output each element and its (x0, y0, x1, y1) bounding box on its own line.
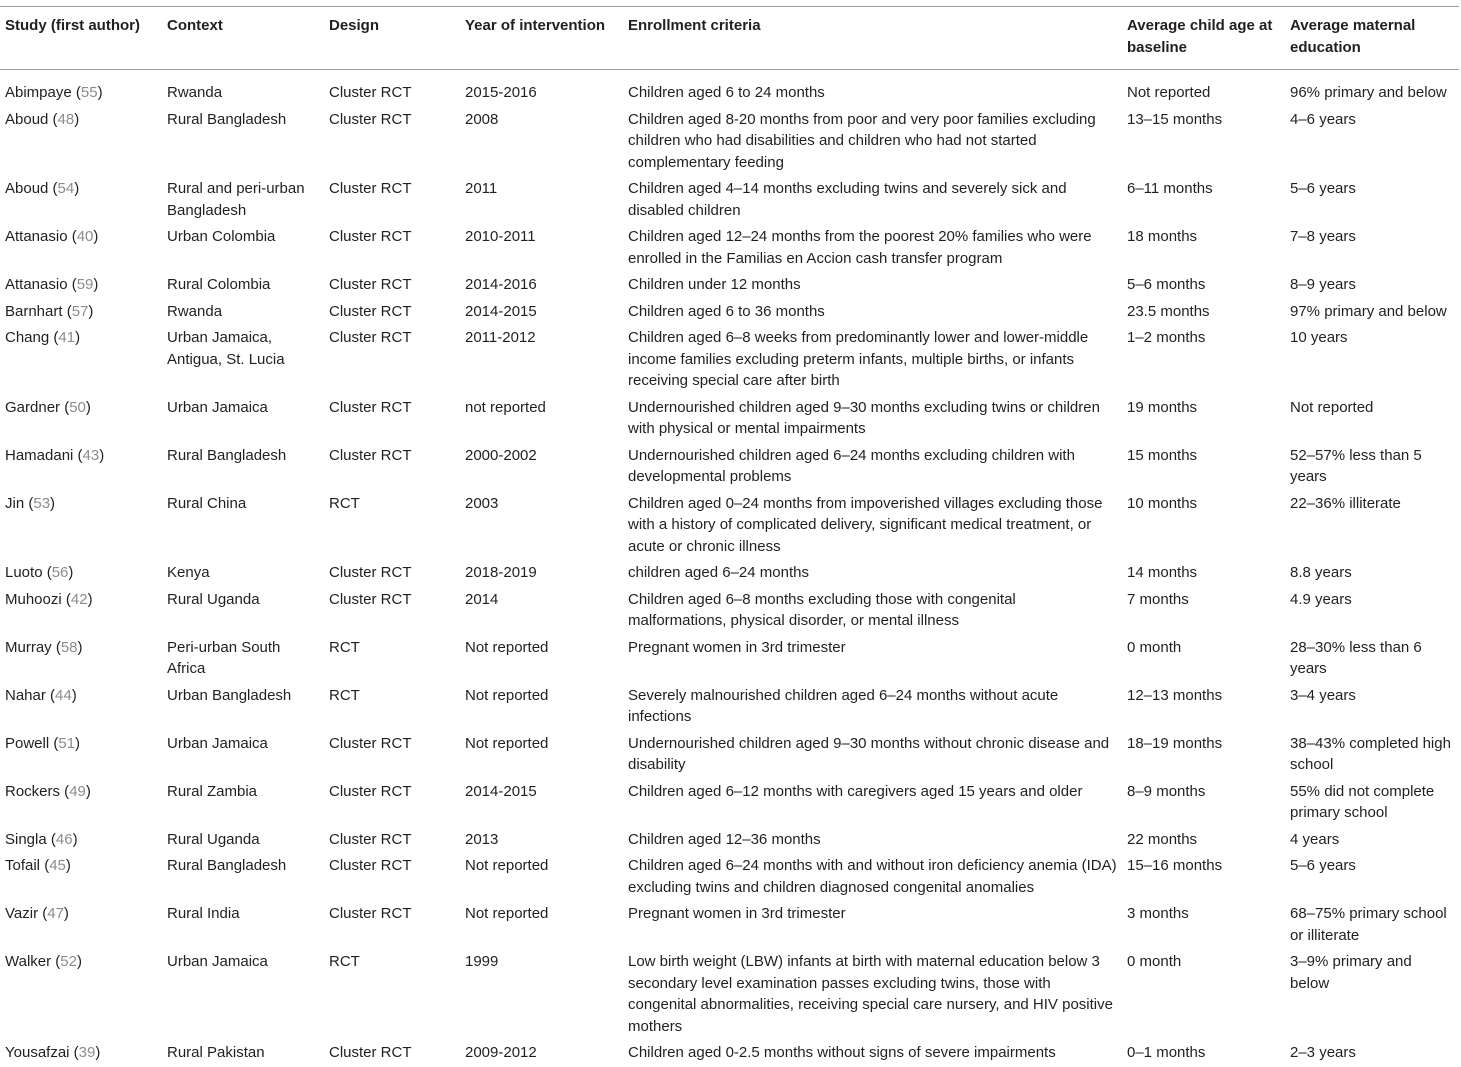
reference-link[interactable]: 46 (55, 830, 73, 848)
table-body (0, 70, 1459, 1067)
reference-link[interactable]: 44 (55, 686, 72, 704)
child-age-cell: 19 months (1127, 398, 1198, 416)
reference-link[interactable]: 56 (51, 564, 69, 581)
table-row (0, 1040, 1459, 1067)
maternal-education-cell: 22–36% illiterate (1290, 494, 1401, 512)
criteria-cell: Children aged 0–24 months from impoverished villages excluding those with a history of complicated delivery, significant medical treatment, or acute or chronic illness (628, 494, 1103, 555)
design-cell: Cluster RCT (329, 857, 412, 874)
design-cell: Cluster RCT (329, 110, 412, 128)
maternal-education-cell: 8–9 years (1290, 276, 1356, 293)
maternal-education-cell: 3–4 years (1290, 686, 1356, 704)
reference-link[interactable]: 45 (49, 857, 66, 874)
reference-link[interactable]: 58 (60, 638, 78, 656)
reference-link[interactable]: 43 (82, 446, 100, 464)
child-age-cell: 18–19 months (1127, 734, 1223, 752)
table-row (0, 443, 1459, 491)
criteria-cell: children aged 6–24 months (628, 564, 809, 581)
header-maternal-education: Average maternal education (1285, 7, 1459, 70)
design-cell: Cluster RCT (329, 398, 412, 416)
criteria-cell: Pregnant women in 3rd trimester (628, 905, 846, 922)
year-cell: not reported (465, 398, 546, 416)
design-cell: Cluster RCT (329, 564, 412, 581)
maternal-education-cell: 52–57% less than 5 years (1290, 446, 1422, 485)
design-cell: RCT (329, 638, 360, 656)
reference-link[interactable]: 51 (58, 734, 76, 752)
context-cell: Rural India (167, 905, 240, 922)
maternal-education-cell: 5–6 years (1290, 857, 1356, 874)
child-age-cell: 8–9 months (1127, 782, 1206, 800)
table-row (0, 827, 1459, 854)
context-cell: Rural Bangladesh (167, 857, 287, 874)
maternal-education-cell: 8.8 years (1290, 564, 1352, 581)
design-cell: Cluster RCT (329, 329, 412, 346)
author-name: Attanasio (5, 276, 68, 293)
context-cell: Urban Colombia (167, 228, 276, 245)
maternal-education-cell: 4.9 years (1290, 590, 1352, 608)
context-cell: Rural Bangladesh (167, 110, 287, 128)
study-cell: Luoto (56) (5, 564, 74, 581)
year-cell: 2000-2002 (465, 446, 537, 464)
maternal-education-cell: 4–6 years (1290, 110, 1356, 128)
header-study: Study (first author) (0, 7, 162, 70)
author-name: Attanasio (5, 228, 68, 245)
reference-link[interactable]: 59 (76, 276, 94, 293)
study-cell: Abimpaye (55) (5, 84, 103, 101)
study-cell: Attanasio (59) (5, 276, 99, 293)
year-cell: Not reported (465, 686, 549, 704)
reference-link[interactable]: 53 (33, 494, 51, 512)
study-cell: Chang (41) (5, 329, 81, 346)
child-age-cell: 5–6 months (1127, 276, 1206, 293)
criteria-cell: Severely malnourished children aged 6–24 months without acute infections (628, 686, 1059, 725)
table-row (0, 683, 1459, 731)
criteria-cell: Children aged 12–24 months from the poorest 20% families who were enrolled in the Familias en Accion cash transfer program (628, 228, 1092, 267)
criteria-cell: Undernourished children aged 9–30 months excluding twins or children with physical or mental impairments (628, 398, 1100, 437)
criteria-cell: Children aged 6 to 36 months (628, 302, 825, 320)
maternal-education-cell: 28–30% less than 6 years (1290, 638, 1422, 677)
child-age-cell: 0 month (1127, 953, 1182, 970)
child-age-cell: 10 months (1127, 494, 1198, 512)
author-name: Abimpaye (5, 84, 72, 101)
context-cell: Rural Pakistan (167, 1044, 265, 1061)
maternal-education-cell: 68–75% primary school or illiterate (1290, 905, 1447, 944)
author-name: Powell (5, 734, 50, 752)
year-cell: Not reported (465, 905, 549, 922)
table-row (0, 70, 1459, 107)
context-cell: Rural Uganda (167, 590, 260, 608)
criteria-cell: Undernourished children aged 6–24 months excluding children with developmental problems (628, 446, 1075, 485)
table-row (0, 299, 1459, 326)
criteria-cell: Pregnant women in 3rd trimester (628, 638, 846, 656)
author-name: Yousafzai (5, 1044, 70, 1061)
criteria-cell: Undernourished children aged 9–30 months without chronic disease and disability (628, 734, 1110, 773)
child-age-cell: 1–2 months (1127, 329, 1206, 346)
child-age-cell: 15 months (1127, 446, 1198, 464)
reference-link[interactable]: 50 (69, 398, 86, 416)
author-name: Aboud (5, 110, 49, 128)
year-cell: 2003 (465, 494, 499, 512)
studies-table (0, 6, 1459, 1067)
criteria-cell: Children under 12 months (628, 276, 801, 293)
context-cell: Peri-urban South Africa (167, 638, 281, 677)
maternal-education-cell: 55% did not complete primary school (1290, 782, 1435, 821)
author-name: Murray (5, 638, 52, 656)
year-cell: 2013 (465, 830, 499, 848)
design-cell: RCT (329, 686, 360, 704)
context-cell: Rural and peri-urban Bangladesh (167, 180, 305, 219)
author-name: Jin (5, 494, 25, 512)
context-cell: Rural Zambia (167, 782, 258, 800)
year-cell: 2010-2011 (465, 228, 536, 245)
child-age-cell: 22 months (1127, 830, 1198, 848)
study-cell: Vazir (47) (5, 905, 69, 922)
criteria-cell: Children aged 6–8 months excluding those with congenital malformations, physical disorder, or mental illness (628, 590, 1016, 629)
context-cell: Rural Uganda (167, 830, 260, 848)
reference-link[interactable]: 42 (70, 590, 88, 608)
table-row (0, 176, 1459, 224)
table-row (0, 901, 1459, 949)
design-cell: Cluster RCT (329, 84, 412, 101)
author-name: Barnhart (5, 302, 63, 320)
reference-link[interactable]: 54 (57, 180, 75, 197)
reference-link[interactable]: 40 (76, 228, 94, 245)
child-age-cell: 18 months (1127, 228, 1198, 245)
author-name: Hamadani (5, 446, 74, 464)
child-age-cell: 0–1 months (1127, 1044, 1206, 1061)
author-name: Aboud (5, 180, 49, 197)
child-age-cell: 13–15 months (1127, 110, 1223, 128)
criteria-cell: Children aged 6 to 24 months (628, 84, 825, 101)
criteria-cell: Children aged 6–24 months with and without iron deficiency anemia (IDA) excluding twins and children diagnosed congenital anomalies (628, 857, 1117, 896)
criteria-cell: Children aged 6–12 months with caregivers aged 15 years and older (628, 782, 1083, 800)
table-row (0, 491, 1459, 561)
maternal-education-cell: 10 years (1290, 329, 1348, 346)
maternal-education-cell: 3–9% primary and below (1290, 953, 1412, 992)
table-row (0, 395, 1459, 443)
year-cell: 2018-2019 (465, 564, 537, 581)
reference-link[interactable]: 55 (80, 84, 98, 101)
author-name: Muhoozi (5, 590, 62, 608)
year-cell: 2014-2016 (465, 276, 537, 293)
child-age-cell: 7 months (1127, 590, 1189, 608)
study-cell: Rockers (49) (5, 782, 91, 800)
child-age-cell: 15–16 months (1127, 857, 1223, 874)
criteria-cell: Children aged 0-2.5 months without signs of severe impairments (628, 1044, 1056, 1061)
criteria-cell: Low birth weight (LBW) infants at birth with maternal education below 3 secondary level examination passes excluding twins, those with congenital abnormalities, receiving special care nursery, and HIV positive mothers (628, 953, 1113, 1035)
study-cell: Attanasio (40) (5, 228, 99, 245)
header-context: Context (162, 7, 324, 70)
maternal-education-cell: 5–6 years (1290, 180, 1356, 197)
author-name: Tofail (5, 857, 41, 874)
year-cell: Not reported (465, 638, 549, 656)
author-name: Luoto (5, 564, 43, 581)
table-row (0, 731, 1459, 779)
reference-link[interactable]: 41 (58, 329, 76, 346)
study-cell: Barnhart (57) (5, 302, 94, 320)
author-name: Nahar (5, 686, 46, 704)
design-cell: RCT (329, 494, 360, 512)
author-name: Chang (5, 329, 50, 346)
study-cell: Nahar (44) (5, 686, 77, 704)
table-row (0, 779, 1459, 827)
header-row (0, 7, 1459, 70)
child-age-cell: 3 months (1127, 905, 1189, 922)
table-row (0, 272, 1459, 299)
design-cell: Cluster RCT (329, 1044, 412, 1061)
criteria-cell: Children aged 6–8 weeks from predominantly lower and lower-middle income families excluding preterm infants, multiple births, or infants receiving special care after birth (628, 329, 1089, 389)
design-cell: RCT (329, 953, 360, 970)
context-cell: Rural Bangladesh (167, 446, 287, 464)
header-criteria: Enrollment criteria (623, 7, 1122, 70)
study-cell: Aboud (54) (5, 180, 80, 197)
study-cell: Muhoozi (42) (5, 590, 93, 608)
child-age-cell: 12–13 months (1127, 686, 1223, 704)
year-cell: 2015-2016 (465, 84, 537, 101)
design-cell: Cluster RCT (329, 228, 412, 245)
context-cell: Urban Jamaica (167, 398, 268, 416)
author-name: Vazir (5, 905, 39, 922)
child-age-cell: 14 months (1127, 564, 1198, 581)
year-cell: 2008 (465, 110, 499, 128)
maternal-education-cell: 96% primary and below (1290, 84, 1447, 101)
reference-link[interactable]: 47 (47, 905, 64, 922)
header-design: Design (324, 7, 460, 70)
criteria-cell: Children aged 12–36 months (628, 830, 821, 848)
child-age-cell: 0 month (1127, 638, 1182, 656)
context-cell: Urban Jamaica (167, 734, 268, 752)
author-name: Walker (5, 953, 52, 970)
table-header (0, 7, 1459, 70)
year-cell: 2014-2015 (465, 782, 537, 800)
table-row (0, 325, 1459, 395)
design-cell: Cluster RCT (329, 180, 412, 197)
design-cell: Cluster RCT (329, 830, 412, 848)
study-cell: Walker (52) (5, 953, 82, 970)
design-cell: Cluster RCT (329, 590, 412, 608)
author-name: Singla (5, 830, 47, 848)
child-age-cell: 6–11 months (1127, 180, 1213, 197)
context-cell: Rwanda (167, 302, 223, 320)
year-cell: 2011-2012 (465, 329, 536, 346)
year-cell: Not reported (465, 734, 549, 752)
year-cell: 2011 (465, 180, 498, 197)
year-cell: Not reported (465, 857, 549, 874)
table-row (0, 635, 1459, 683)
author-name: Rockers (5, 782, 61, 800)
context-cell: Rwanda (167, 84, 223, 101)
design-cell: Cluster RCT (329, 276, 412, 293)
study-cell: Murray (58) (5, 638, 83, 656)
design-cell: Cluster RCT (329, 782, 412, 800)
year-cell: 2014 (465, 590, 499, 608)
year-cell: 2009-2012 (465, 1044, 537, 1061)
study-cell: Aboud (48) (5, 110, 80, 128)
context-cell: Urban Jamaica (167, 953, 268, 970)
study-cell: Hamadani (43) (5, 446, 105, 464)
table-row (0, 107, 1459, 177)
reference-link[interactable]: 52 (60, 953, 77, 970)
criteria-cell: Children aged 4–14 months excluding twins and severely sick and disabled children (628, 180, 1067, 219)
maternal-education-cell: Not reported (1290, 398, 1374, 416)
study-cell: Powell (51) (5, 734, 81, 752)
maternal-education-cell: 2–3 years (1290, 1044, 1356, 1061)
reference-link[interactable]: 39 (78, 1044, 96, 1061)
study-cell: Jin (53) (5, 494, 56, 512)
design-cell: Cluster RCT (329, 905, 412, 922)
reference-link[interactable]: 49 (69, 782, 86, 800)
year-cell: 2014-2015 (465, 302, 537, 320)
table-row (0, 587, 1459, 635)
maternal-education-cell: 7–8 years (1290, 228, 1356, 245)
maternal-education-cell: 4 years (1290, 830, 1340, 848)
year-cell: 1999 (465, 953, 499, 970)
study-cell: Tofail (45) (5, 857, 71, 874)
context-cell: Kenya (167, 564, 210, 581)
table-row (0, 560, 1459, 587)
study-cell: Singla (46) (5, 830, 78, 848)
child-age-cell: Not reported (1127, 84, 1211, 101)
context-cell: Rural Colombia (167, 276, 271, 293)
reference-link[interactable]: 57 (71, 302, 89, 320)
design-cell: Cluster RCT (329, 446, 412, 464)
design-cell: Cluster RCT (329, 302, 412, 320)
study-cell: Gardner (50) (5, 398, 91, 416)
maternal-education-cell: 38–43% completed high school (1290, 734, 1451, 773)
table-row (0, 853, 1459, 901)
table-row (0, 224, 1459, 272)
header-child-age: Average child age at baseline (1122, 7, 1285, 70)
study-cell: Yousafzai (39) (5, 1044, 101, 1061)
child-age-cell: 23.5 months (1127, 302, 1210, 320)
header-year: Year of intervention (460, 7, 623, 70)
author-name: Gardner (5, 398, 61, 416)
table-row (0, 949, 1459, 1040)
context-cell: Rural China (167, 494, 247, 512)
context-cell: Urban Bangladesh (167, 686, 292, 704)
design-cell: Cluster RCT (329, 734, 412, 752)
maternal-education-cell: 97% primary and below (1290, 302, 1447, 320)
reference-link[interactable]: 48 (57, 110, 75, 128)
context-cell: Urban Jamaica, Antigua, St. Lucia (167, 329, 285, 368)
criteria-cell: Children aged 8-20 months from poor and very poor families excluding children who had disabilities and children who had not started complementary feeding (628, 110, 1096, 171)
